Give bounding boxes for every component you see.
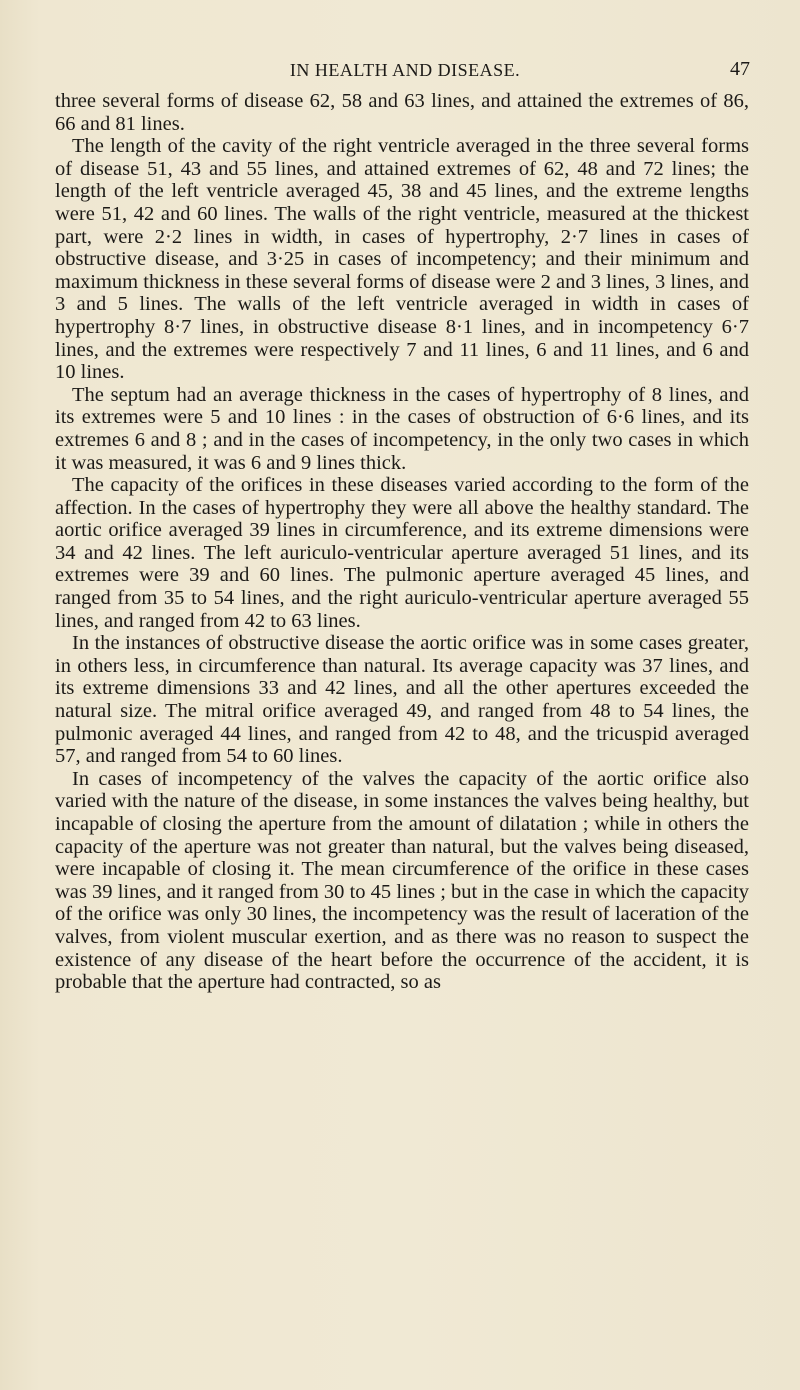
paragraph-obstructive-disease: In the instances of obstructive disease the aortic orifice was in some cases greater, in others less, in circumference than natural. Its average capacity was 37 lines, and its extreme dimensions 33 and 42 lines, and all the other apertures exceeded the natural size. The mitral orifice averaged 49, and ranged from 48 to 54 lines, the pulmonic averaged 44 lines, and ranged from 42 to 48, and the tricuspid averaged 57, and ranged from 54 to 60 lines. xyxy=(55,632,749,768)
page-number: 47 xyxy=(730,58,750,80)
page-header xyxy=(60,60,750,84)
paragraph-ventricle-dimensions: The length of the cavity of the right ventricle averaged in the three several forms of disease 51, 43 and 55 lines, and attained extremes of 62, 48 and 72 lines; the length of the left ventricle averaged 45, 38 and 45 lines, and the extreme lengths were 51, 42 and 60 lines. The walls of the right ventricle, measured at the thickest part, were 2·2 lines in width, in cases of hypertrophy, 2·7 lines in cases of obstructive disease, and 3·25 in cases of incompetency; and their minimum and maximum thickness in these several forms of disease were 2 and 3 lines, 3 lines, and 3 and 5 lines. The walls of the left ventricle averaged in width in cases of hypertrophy 8·7 lines, in obstructive disease 8·1 lines, and in incompetency 6·7 lines, and the extremes were respectively 7 and 11 lines, 6 and 11 lines, and 6 and 10 lines. xyxy=(55,135,749,384)
running-head: IN HEALTH AND DISEASE. xyxy=(289,60,521,80)
paragraph-continuation: three several forms of disease 62, 58 and 63 lines, and attained the extremes of 86, 66 and 81 lines. xyxy=(55,90,749,135)
body-text xyxy=(55,90,749,994)
paragraph-incompetency: In cases of incompetency of the valves the capacity of the aortic orifice also varied with the nature of the disease, in some instances the valves being healthy, but incapable of closing the aperture from the amount of dilatation ; while in others the capacity of the aperture was not greater than natural, but the valves being diseased, were incapable of closing it. The mean circumference of the orifice in these cases was 39 lines, and it ranged from 30 to 45 lines ; but in the case in which the capacity of the orifice was only 30 lines, the incompetency was the result of laceration of the valves, from violent muscular exertion, and as there was no reason to suspect the existence of any disease of the heart before the occurrence of the accident, it is probable that the aperture had contracted, so as xyxy=(55,767,749,994)
paragraph-septum: The septum had an average thickness in the cases of hypertrophy of 8 lines, and its extremes were 5 and 10 lines : in the cases of obstruction of 6·6 lines, and its extremes 6 and 8 ; and in the cases of incompetency, in the only two cases in which it was measured, it was 6 and 9 lines thick. xyxy=(55,383,749,474)
paragraph-orifice-capacity: The capacity of the orifices in these diseases varied according to the form of the affection. In the cases of hypertrophy they were all above the healthy standard. The aortic orifice averaged 39 lines in circumference, and its extreme dimensions were 34 and 42 lines. The left auriculo-ventricular aperture averaged 51 lines, and its extremes were 39 and 60 lines. The pulmonic aperture averaged 45 lines, and ranged from 35 to 54 lines, and the right auriculo-ventricular aperture averaged 55 lines, and ranged from 42 to 63 lines. xyxy=(55,474,749,632)
